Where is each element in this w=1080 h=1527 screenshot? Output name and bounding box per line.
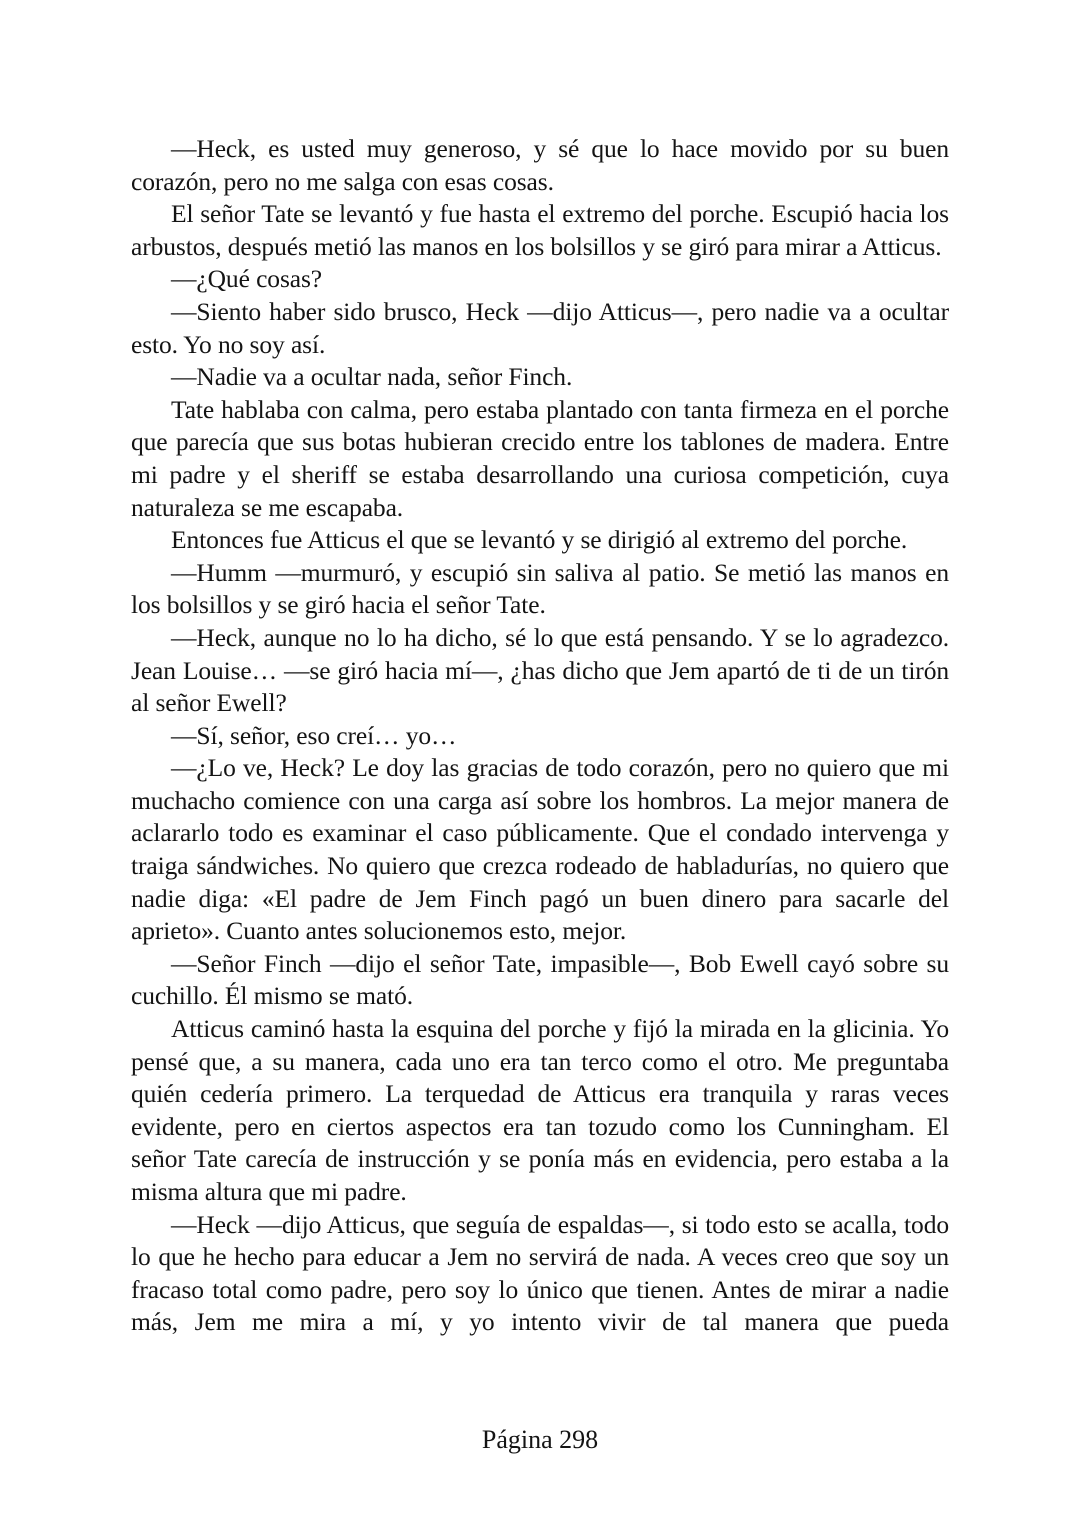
paragraph: —Heck —dijo Atticus, que seguía de espaldas—, si todo esto se acalla, todo lo que he hecho para educar a Jem no servirá de nada. A veces creo que soy un fracaso total como padre, pero soy lo único que tienen. Antes de mirar a nadie más, Jem me mira a mí, y yo intento vivir de tal manera que pueda xyxy=(131,1209,949,1337)
page-footer xyxy=(0,1424,1080,1456)
paragraph: Entonces fue Atticus el que se levantó y se dirigió al extremo del porche. xyxy=(171,525,908,555)
paragraph: —Sí, señor, eso creí… yo… xyxy=(171,720,457,750)
paragraph: —Heck, aunque no lo ha dicho, sé lo que está pensando. Y se lo agradezco. Jean Louise… —se giró hacia mí—, ¿has dicho que Jem apartó de ti de un tirón al señor Ewell? xyxy=(131,622,949,718)
paragraph: —Señor Finch —dijo el señor Tate, impasible—, Bob Ewell cayó sobre su cuchillo. Él mismo se mató. xyxy=(131,948,949,1011)
paragraph: El señor Tate se levantó y fue hasta el extremo del porche. Escupió hacia los arbustos, después metió las manos en los bolsillos y se giró para mirar a Atticus. xyxy=(131,199,949,261)
paragraph: —¿Lo ve, Heck? Le doy las gracias de todo corazón, pero no quiero que mi muchacho comience con una carga así sobre los hombros. La mejor manera de aclararlo todo es examinar el caso públicamente. Que el condado intervenga y traiga sándwiches. No quiero que crezca rodeado de habladurías, no quiero que nadie diga: «El padre de Jem Finch pagó un buen dinero para sacarle del aprieto». Cuanto antes solucionemos esto, mejor. xyxy=(131,753,949,946)
paragraph: —Siento haber sido brusco, Heck —dijo Atticus—, pero nadie va a ocultar esto. Yo no soy así. xyxy=(131,296,949,359)
page-text xyxy=(131,133,949,1339)
page-number: Página 298 xyxy=(481,1425,599,1454)
paragraph: —Heck, es usted muy generoso, y sé que lo hace movido por su buen corazón, pero no me salga con esas cosas. xyxy=(131,134,949,196)
paragraph: Atticus caminó hasta la esquina del porche y fijó la mirada en la glicinia. Yo pensé que, a su manera, cada uno era tan terco como el otro. Me preguntaba quién cedería primero. La terquedad de Atticus era tranquila y raras veces evidente, pero en ciertos aspectos era tan tozudo como los Cunningham. El señor Tate carecía de instrucción y se ponía más en evidencia, pero estaba a la misma altura que mi padre. xyxy=(131,1014,949,1206)
paragraph: Tate hablaba con calma, pero estaba plantado con tanta firmeza en el porche que parecía que sus botas hubieran crecido entre los tablones de madera. Entre mi padre y el sheriff se estaba desarrollando una curiosa competición, cuya naturaleza se me escapaba. xyxy=(131,394,949,522)
paragraph: —¿Qué cosas? xyxy=(171,264,323,294)
paragraph: —Nadie va a ocultar nada, señor Finch. xyxy=(171,362,573,392)
paragraph: —Humm —murmuró, y escupió sin saliva al patio. Se metió las manos en los bolsillos y se giró hacia el señor Tate. xyxy=(131,557,949,620)
